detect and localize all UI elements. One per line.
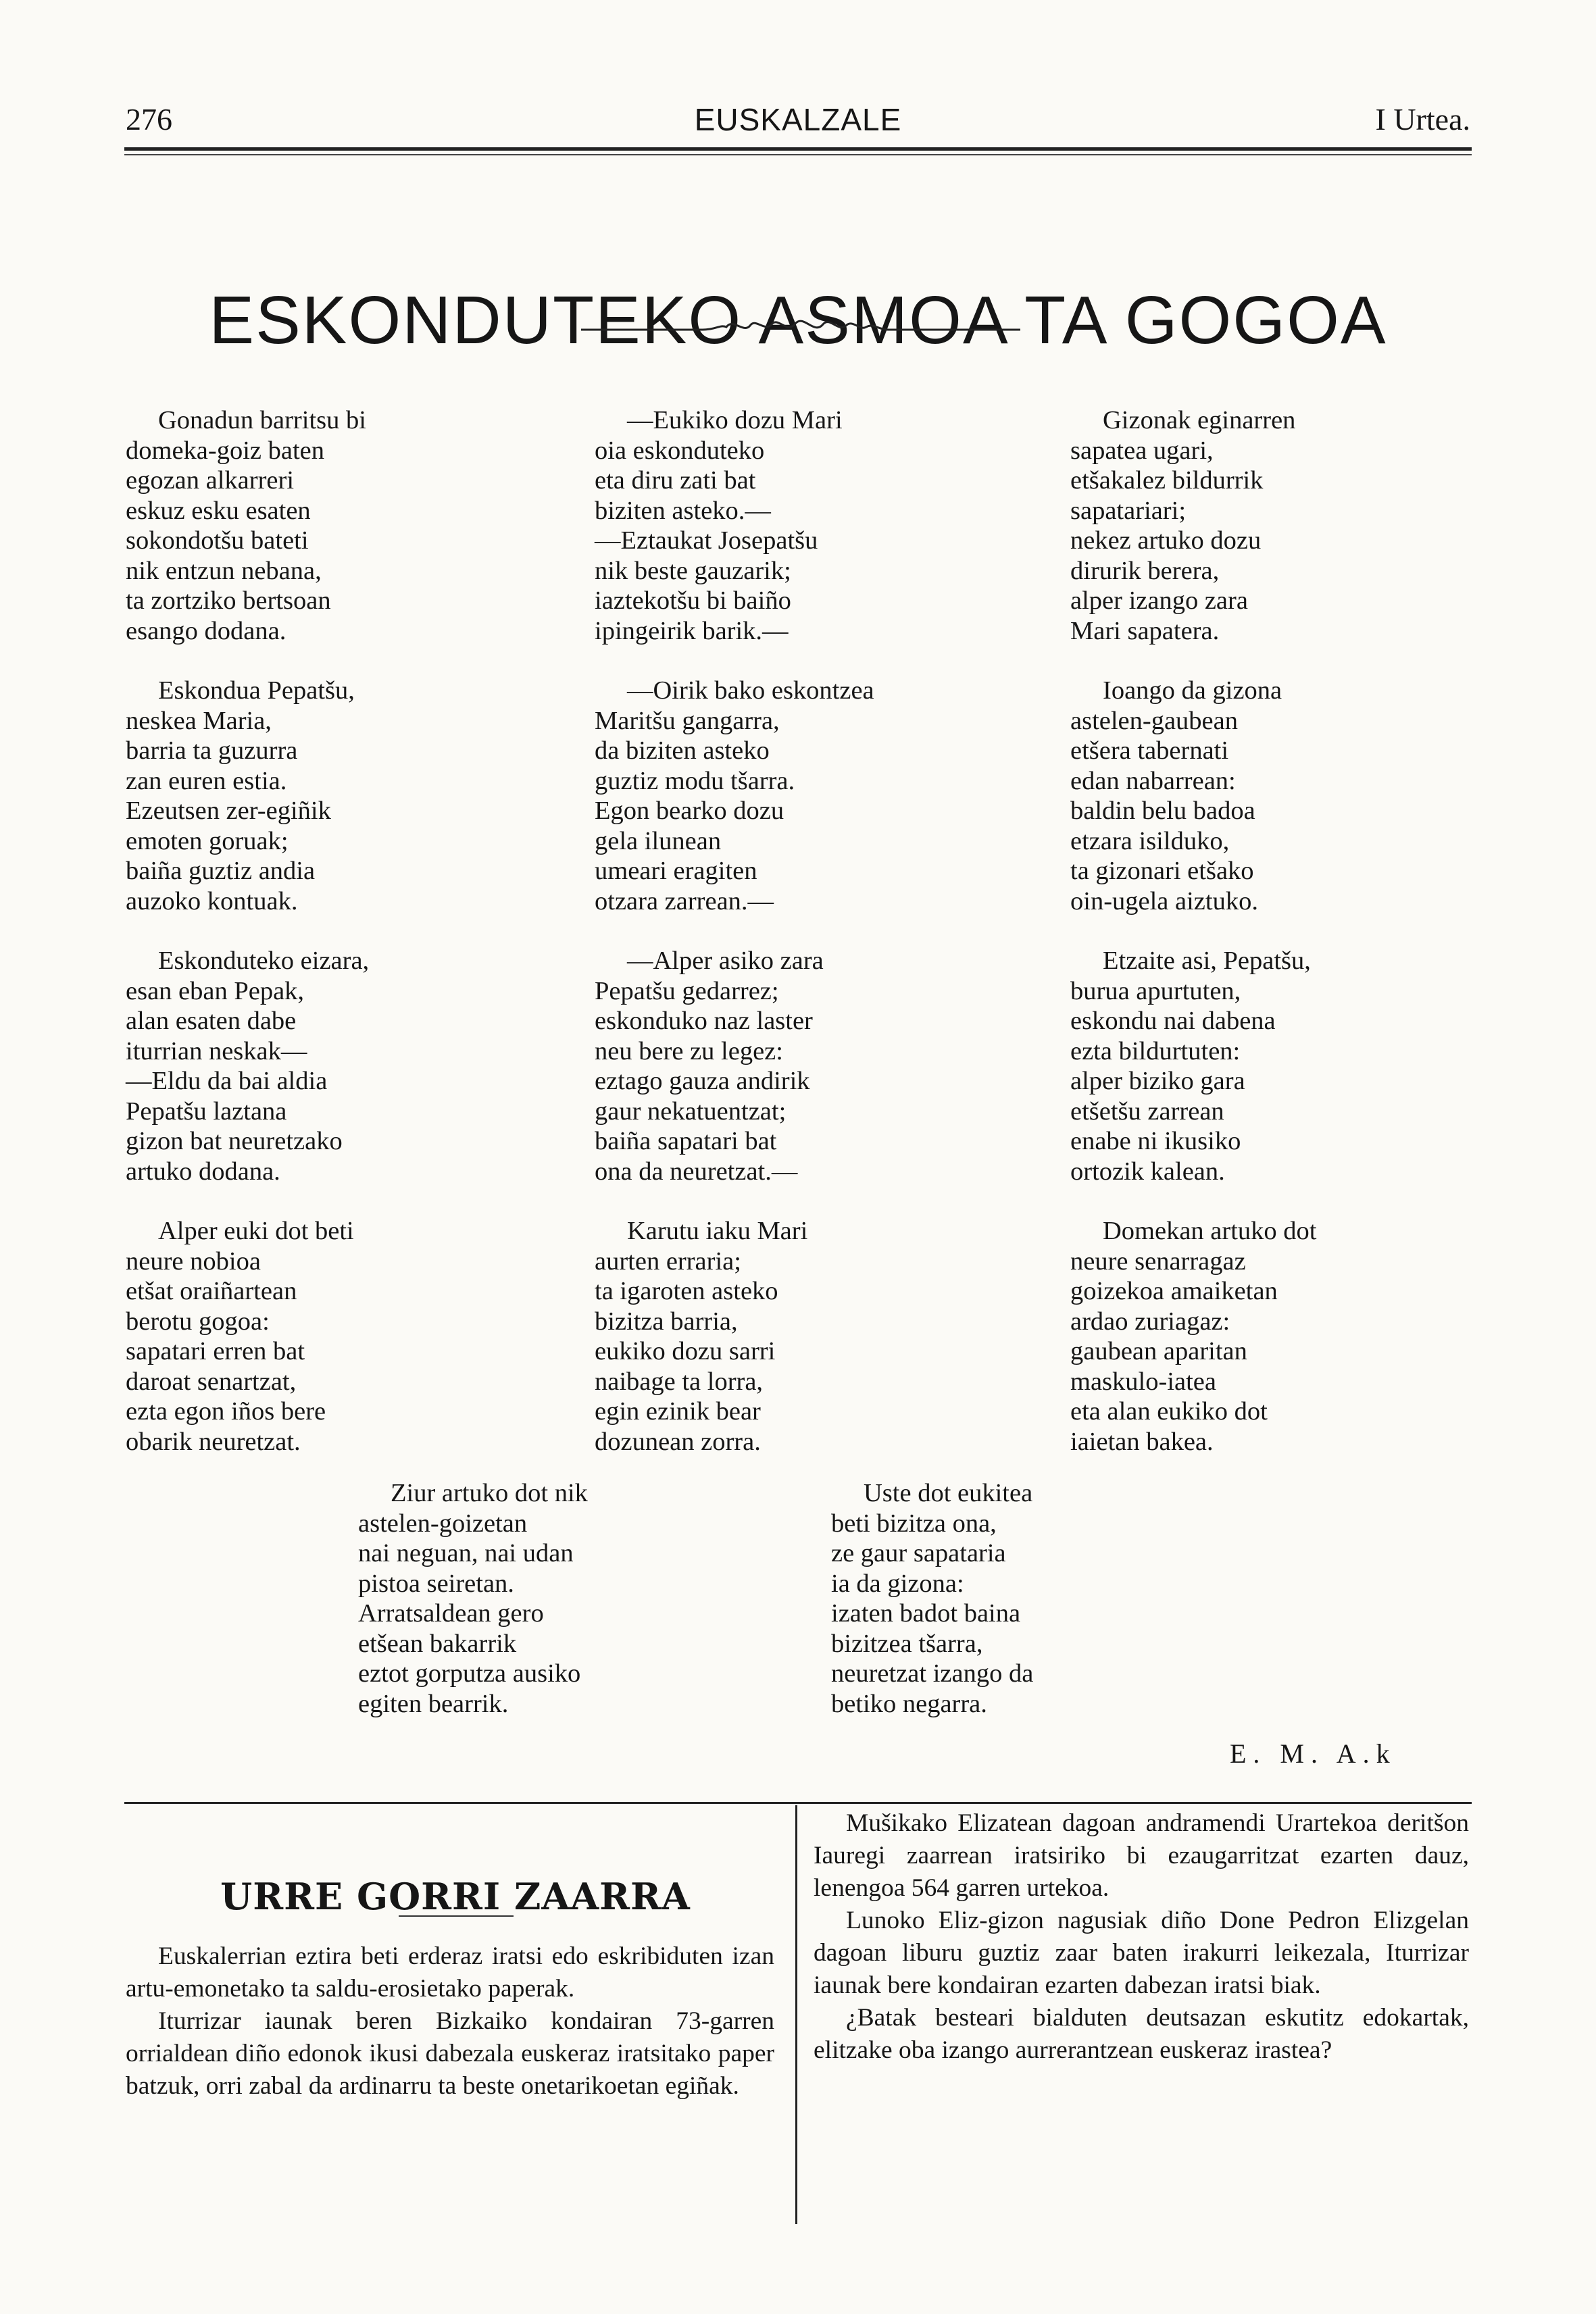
verse-line: barria ta guzurra xyxy=(126,736,298,765)
verse-line: oia eskonduteko xyxy=(595,436,765,465)
article-right-column xyxy=(814,1807,1469,2067)
verse-line: eskuz esku esaten xyxy=(126,496,311,525)
verse-line: nik entzun nebana, xyxy=(126,556,322,585)
closing-stanza xyxy=(831,1478,1033,1719)
verse-line: ta zortziko bertsoan xyxy=(126,586,331,615)
verse-line: eztot gorputza ausiko xyxy=(358,1659,581,1688)
verse-line: dozunean zorra. xyxy=(595,1427,761,1456)
verse-line: betiko negarra. xyxy=(831,1689,987,1718)
verse-line: —Oirik bako eskontzea xyxy=(627,676,874,705)
verse-line: edan nabarrean: xyxy=(1070,766,1236,795)
running-head xyxy=(126,101,1470,149)
verse-line: Ziur artuko dot nik xyxy=(391,1479,588,1507)
verse-line: etšakalez bildurrik xyxy=(1070,466,1264,495)
author-signature: E. M. A.k xyxy=(1230,1738,1397,1769)
verse-line: etzara isilduko, xyxy=(1070,826,1230,855)
verse-line: guztiz modu tšarra. xyxy=(595,766,795,795)
verse-line: otzara zarrean.— xyxy=(595,886,774,915)
verse-line: emoten goruak; xyxy=(126,826,289,855)
verse-line: sapatariari; xyxy=(1070,496,1187,525)
verse-line: ze gaur sapataria xyxy=(831,1539,1006,1567)
verse-line: maskulo-iatea xyxy=(1070,1367,1216,1396)
verse-line: Ezeutsen zer-egiñik xyxy=(126,797,331,825)
verse-line: egiten bearrik. xyxy=(358,1689,509,1718)
verse-line: iturrian neskak— xyxy=(126,1036,307,1065)
section-rule xyxy=(124,1802,1472,1804)
verse-line: neuretzat izango da xyxy=(831,1659,1034,1688)
verse-line: gizon bat neuretzako xyxy=(126,1127,343,1155)
verse-line: eskondu nai dabena xyxy=(1070,1007,1276,1035)
verse-line: ortozik kalean. xyxy=(1070,1157,1225,1186)
verse-line: alper biziko gara xyxy=(1070,1067,1245,1095)
verse-line: baiña sapatari bat xyxy=(595,1127,777,1155)
verse-line: Maritšu gangarra, xyxy=(595,706,780,735)
verse-line: nik beste gauzarik; xyxy=(595,556,791,585)
paragraph: Mušikako Elizatean dagoan andramendi Urartekoa deritšon Iauregi zaarrean iratsiriko bi ezaugarritzat ezarten dauz, lenengoa 564 garren urtekoa. xyxy=(814,1809,1469,1902)
verse-line: sapatea ugari, xyxy=(1070,436,1214,465)
verse-line: goizekoa amaiketan xyxy=(1070,1277,1278,1305)
column-rule xyxy=(795,1805,797,2224)
verse-line: gela ilunean xyxy=(595,826,722,855)
verse-line: naibage ta lorra, xyxy=(595,1367,764,1396)
verse-line: Uste dot eukitea xyxy=(864,1479,1033,1507)
verse-line: umeari eragiten xyxy=(595,857,757,885)
verse-line: bizitzea tšarra, xyxy=(831,1629,983,1658)
verse-line: gaubean aparitan xyxy=(1070,1337,1247,1365)
closing-stanza xyxy=(358,1478,588,1719)
verse-line: pistoa seiretan. xyxy=(358,1569,514,1598)
verse-line: da biziten asteko xyxy=(595,736,770,765)
verse-line: ardao zuriagaz: xyxy=(1070,1307,1230,1336)
verse-line: nekez artuko dozu xyxy=(1070,526,1262,555)
stanza xyxy=(1070,405,1295,646)
verse-line: iaietan bakea. xyxy=(1070,1427,1214,1456)
verse-line: auzoko kontuak. xyxy=(126,886,298,915)
verse-line: etšera tabernati xyxy=(1070,736,1229,765)
stanza xyxy=(595,1216,807,1457)
verse-line: aurten erraria; xyxy=(595,1247,741,1276)
verse-line: Alper euki dot beti xyxy=(158,1217,354,1245)
stanza xyxy=(595,946,824,1186)
verse-line: bizitza barria, xyxy=(595,1307,738,1336)
verse-line: sokondotšu bateti xyxy=(126,526,309,555)
verse-line: Domekan artuko dot xyxy=(1103,1217,1317,1245)
verse-line: dirurik berera, xyxy=(1070,556,1220,585)
verse-line: nai neguan, nai udan xyxy=(358,1539,574,1567)
verse-line: eztago gauza andirik xyxy=(595,1067,810,1095)
verse-line: baiña guztiz andia xyxy=(126,857,316,885)
verse-line: Eskonduteko eizara, xyxy=(158,947,370,975)
title-underline xyxy=(399,1915,514,1917)
verse-line: ta gizonari etšako xyxy=(1070,857,1254,885)
verse-line: Arratsaldean gero xyxy=(358,1599,544,1628)
verse-line: ta igaroten asteko xyxy=(595,1277,778,1305)
verse-line: ia da gizona: xyxy=(831,1569,964,1598)
verse-line: Ioango da gizona xyxy=(1103,676,1282,705)
verse-line: —Eztaukat Josepatšu xyxy=(595,526,818,555)
verse-line: neure senarragaz xyxy=(1070,1247,1246,1276)
paragraph: Lunoko Eliz-gizon nagusiak diño Done Pedron Elizgelan dagoan liburu guztiz zaar baten irakurri leikezala, Iturrizar iaunak bere kondairan ezarten dabezan iratsi biak. xyxy=(814,1907,1469,1999)
paragraph: ¿Batak besteari bialduten deutsazan eskutitz edokartak, elitzake oba izango aurrerantzean euskeraz irastea? xyxy=(814,2004,1469,2064)
verse-line: alan esaten dabe xyxy=(126,1007,297,1035)
verse-line: Etzaite asi, Pepatšu, xyxy=(1103,947,1311,975)
verse-line: Eskondua Pepatšu, xyxy=(158,676,355,705)
verse-line: ona da neuretzat.— xyxy=(595,1157,798,1186)
verse-line: neu bere zu legez: xyxy=(595,1036,783,1065)
page-number: 276 xyxy=(126,102,172,136)
verse-line: egin ezinik bear xyxy=(595,1397,761,1426)
stanza xyxy=(595,405,843,646)
verse-line: ezta bildurtuten: xyxy=(1070,1036,1241,1065)
article-title: URRE GORRI ZAARRA xyxy=(220,1874,691,1918)
verse-line: alper izango zara xyxy=(1070,586,1248,615)
paragraph: Euskalerrian eztira beti erderaz iratsi edo eskribiduten izan artu-emonetako ta saldu-erosietako paperak. xyxy=(126,1942,774,2003)
verse-line: ezta egon iños bere xyxy=(126,1397,326,1426)
verse-line: astelen-gaubean xyxy=(1070,706,1238,735)
verse-line: zan euren estia. xyxy=(126,766,287,795)
verse-line: eukiko dozu sarri xyxy=(595,1337,776,1365)
verse-line: —Alper asiko zara xyxy=(627,947,824,975)
verse-line: eskonduko naz laster xyxy=(595,1007,813,1035)
verse-line: Pepatšu gedarrez; xyxy=(595,976,779,1005)
stanza xyxy=(1070,1216,1316,1457)
journal-name: EUSKALZALE xyxy=(694,102,902,137)
stanza xyxy=(126,1216,354,1457)
verse-line: esango dodana. xyxy=(126,616,286,645)
verse-line: esan eban Pepak, xyxy=(126,976,305,1005)
volume-label: I Urtea. xyxy=(1375,102,1470,136)
paragraph: Iturrizar iaunak beren Bizkaiko kondairan 73-garren orrialdean diño edonok ikusi dabezala euskeraz iratsitako paper batzuk, orri zabal da ardinarru ta beste onetarikoetan egiñak. xyxy=(126,2007,774,2100)
verse-line: baldin belu badoa xyxy=(1070,797,1255,825)
verse-line: domeka-goiz baten xyxy=(126,436,324,465)
verse-line: etšean bakarrik xyxy=(358,1629,517,1658)
stanza xyxy=(1070,676,1282,916)
stanza xyxy=(126,405,366,646)
verse-line: Egon bearko dozu xyxy=(595,797,784,825)
verse-line: egozan alkarreri xyxy=(126,466,295,495)
verse-line: —Eldu da bai aldia xyxy=(126,1067,328,1095)
verse-line: enabe ni ikusiko xyxy=(1070,1127,1241,1155)
verse-line: neskea Maria, xyxy=(126,706,272,735)
verse-line: neure nobioa xyxy=(126,1247,261,1276)
verse-line: Karutu iaku Mari xyxy=(627,1217,808,1245)
article-left-column xyxy=(126,1940,774,2103)
verse-line: burua apurtuten, xyxy=(1070,976,1241,1005)
verse-line: ipingeirik barik.— xyxy=(595,616,789,645)
verse-line: —Eukiko dozu Mari xyxy=(627,406,843,434)
verse-line: beti bizitza ona, xyxy=(831,1509,997,1538)
verse-line: sapatari erren bat xyxy=(126,1337,305,1365)
verse-line: iaztekotšu bi baiño xyxy=(595,586,791,615)
verse-line: daroat senartzat, xyxy=(126,1367,297,1396)
stanza xyxy=(126,676,355,916)
verse-line: eta alan eukiko dot xyxy=(1070,1397,1268,1426)
verse-line: oin-ugela aiztuko. xyxy=(1070,886,1258,915)
header-rule xyxy=(124,147,1472,151)
verse-line: Pepatšu laztana xyxy=(126,1097,287,1126)
stanza xyxy=(1070,946,1311,1186)
ornament-divider xyxy=(581,311,1020,345)
verse-line: Gizonak eginarren xyxy=(1103,406,1296,434)
verse-line: izaten badot baina xyxy=(831,1599,1021,1628)
verse-line: obarik neuretzat. xyxy=(126,1427,301,1456)
verse-line: artuko dodana. xyxy=(126,1157,280,1186)
stanza xyxy=(595,676,874,916)
verse-line: biziten asteko.— xyxy=(595,496,771,525)
verse-line: astelen-goizetan xyxy=(358,1509,528,1538)
verse-line: gaur nekatuentzat; xyxy=(595,1097,787,1126)
verse-line: Mari sapatera. xyxy=(1070,616,1220,645)
verse-line: etšetšu zarrean xyxy=(1070,1097,1224,1126)
poem-title: ESKONDUTEKO ASMOA TA GOGOA xyxy=(209,282,1387,358)
verse-line: Gonadun barritsu bi xyxy=(158,406,366,434)
verse-line: etšat oraiñartean xyxy=(126,1277,297,1305)
verse-line: eta diru zati bat xyxy=(595,466,756,495)
verse-line: berotu gogoa: xyxy=(126,1307,270,1336)
stanza xyxy=(126,946,369,1186)
